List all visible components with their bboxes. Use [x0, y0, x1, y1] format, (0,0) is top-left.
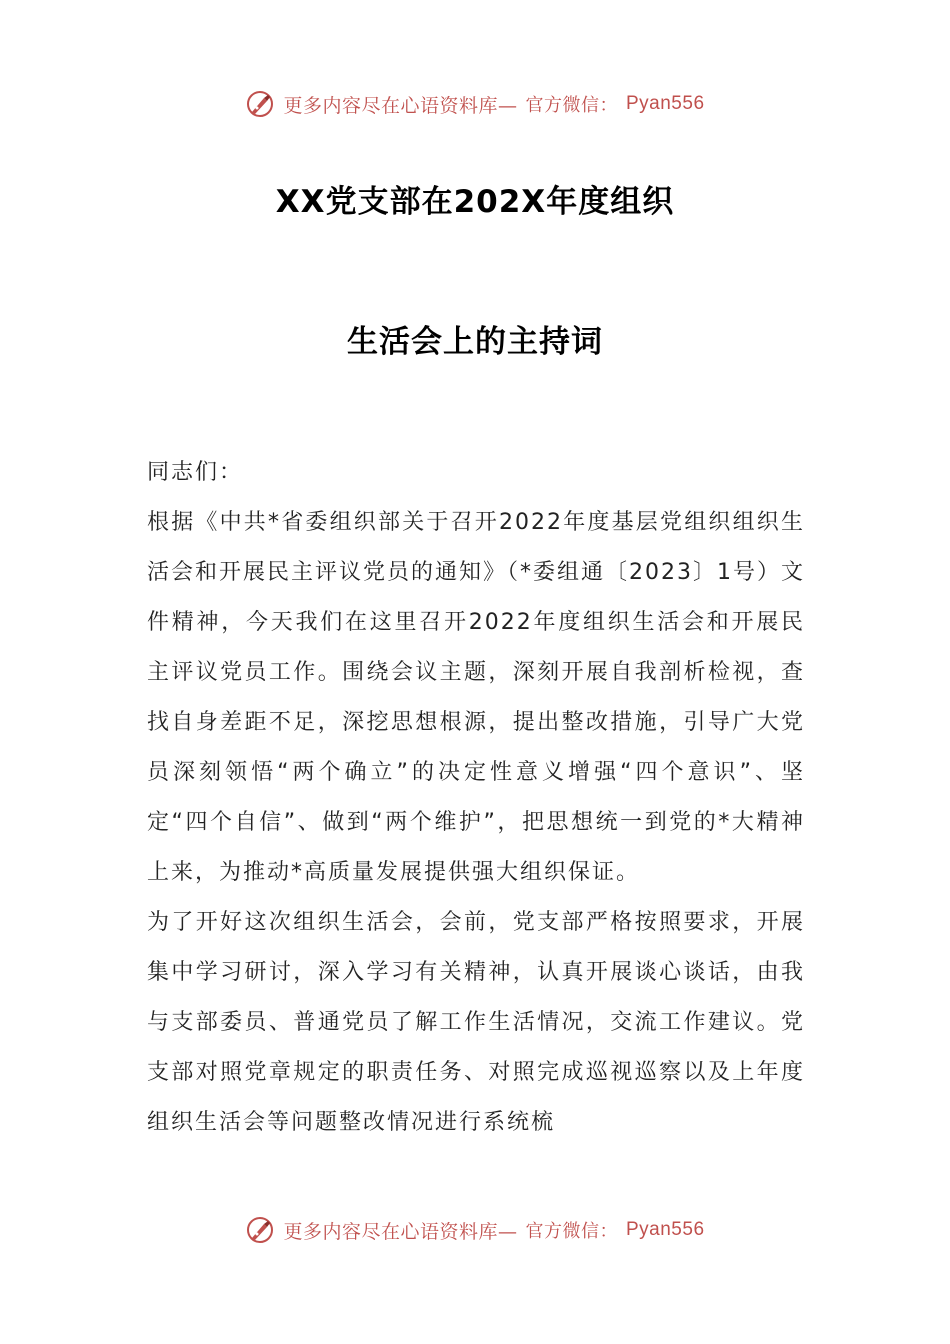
watermark-wechat-id: Pyan556 — [626, 1219, 705, 1240]
watermark-text: 更多内容尽在心语资料库— — [283, 1220, 518, 1243]
document-body — [147, 448, 805, 1148]
greeting: 同志们： — [147, 460, 244, 485]
watermark-wechat-label: 官方微信： — [525, 1221, 618, 1242]
document-title-line2: 生活会上的主持词 — [347, 324, 603, 360]
watermark-wechat-label: 官方微信： — [525, 95, 618, 116]
paragraph-1: 根据《中共*省委组织部关于召开2022年度基层党组织组织生活会和开展民主评议党员的通知》（*委组通〔2023〕1号）文件精神，今天我们在这里召开2022年度组织生活会和开展民主评议党员工作。围绕会议主题，深刻开展自我剖析检视，查找自身差距不足，深挖思想根源，提出整改措施，引导广大党员深刻领悟“两个确立”的决定性意义增强“四个意识”、坚定“四个自信”、做到“两个维护”，把思想统一到党的*大精神上来，为推动*高质量发展提供强大组织保证。 — [147, 510, 805, 885]
pen-nib-logo-icon — [245, 1215, 275, 1245]
paragraph-2: 为了开好这次组织生活会，会前，党支部严格按照要求，开展集中学习研讨，深入学习有关精神，认真开展谈心谈话，由我与支部委员、普通党员了解工作生活情况，交流工作建议。党支部对照党章规定的职责任务、对照完成巡视巡察以及上年度组织生活会等问题整改情况进行系统梳 — [147, 910, 805, 1135]
watermark-header — [0, 84, 950, 124]
watermark-wechat-id: Pyan556 — [626, 93, 705, 114]
watermark-text: 更多内容尽在心语资料库— — [283, 94, 518, 117]
document-title-line1: XX党支部在202X年度组织 — [275, 184, 675, 220]
watermark-footer — [0, 1210, 950, 1250]
pen-nib-logo-icon — [245, 89, 275, 119]
